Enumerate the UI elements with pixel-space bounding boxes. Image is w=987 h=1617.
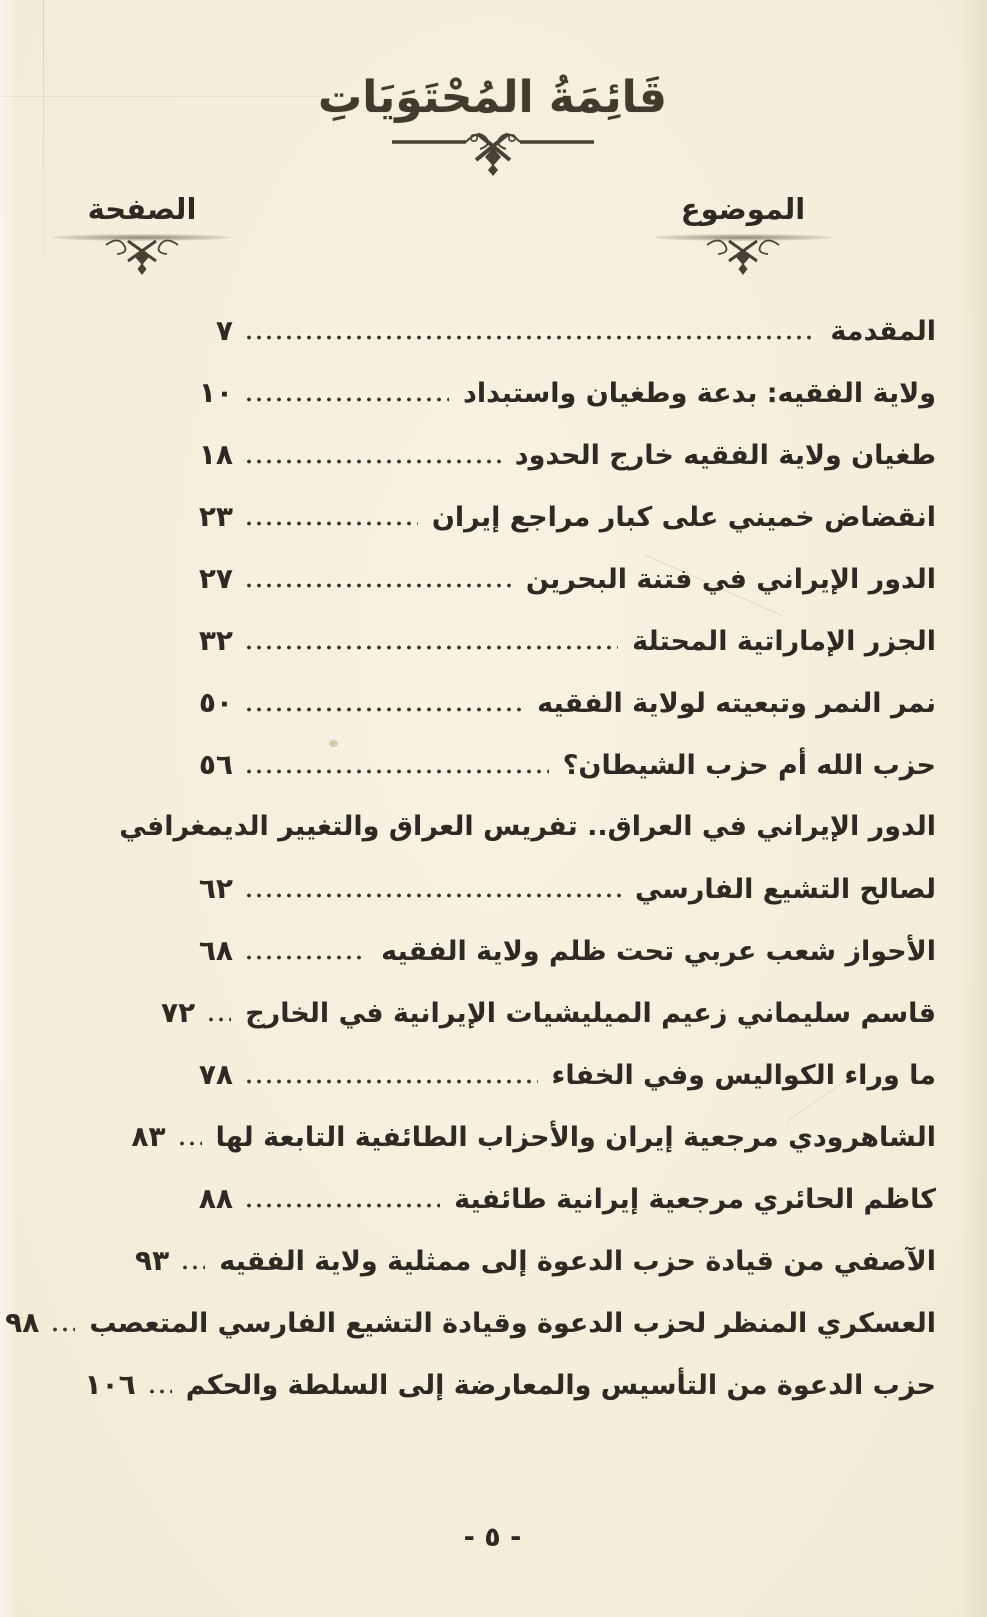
toc-entry-title: طغيان ولاية الفقيه خارج الحدود [515,440,937,471]
title-divider [0,128,987,180]
toc-entry-page-number: ٩٣ [136,1244,171,1277]
flourish-divider-icon [389,128,599,180]
contents-title: قَائِمَةُ المُحْتَوَيَاتِ [319,72,668,123]
subject-column-header [649,192,839,279]
dot-leader [246,893,622,898]
subject-header-label: الموضوع [681,192,807,226]
toc-entry-page-number: ٨٣ [132,1120,167,1153]
toc-entry-page-number: ٦٢ [199,872,234,905]
dot-leader [208,1017,232,1022]
toc-entry-row [166,858,937,920]
toc-entry-row [166,548,937,610]
toc-entry-title-line2: لصالح التشيع الفارسي [635,874,937,905]
toc-entry-row [166,672,937,734]
toc-entry-title: العسكري المنظر لحزب الدعوة وقيادة التشيع الفارسي المتعصب [90,1308,937,1339]
dot-leader [246,335,817,340]
toc-entry-row [136,1230,937,1292]
toc-entry-page-number: ١٠ [199,376,234,409]
dot-leader [246,1203,441,1208]
tassel-ornament-icon [101,237,185,279]
toc-entry-page-number: ٨٨ [199,1182,234,1215]
page-column-header [48,192,238,279]
toc-entry-page-number: ٩٨ [6,1306,41,1339]
toc-entry-page-number: ٢٣ [199,500,234,533]
dot-leader [52,1327,76,1332]
toc-entry-page-number: ٧ [216,314,234,347]
page-header-label: الصفحة [88,192,198,226]
toc-entry-title: حزب الله أم حزب الشيطان؟ [563,750,937,781]
tassel-ornament-icon [702,237,786,279]
toc-entry-row [162,982,937,1044]
toc-entry-row [166,424,937,486]
toc-entry-title: ولاية الفقيه: بدعة وطغيان واستبداد [463,378,937,409]
toc-entry-page-number: ٣٢ [199,624,234,657]
toc-entry-page-number: ٥٠ [199,686,234,719]
toc-entry-title: الدور الإيراني في فتنة البحرين [526,564,937,595]
toc-entry-title-line1: الدور الإيراني في العراق.. تفريس العراق والتغيير الديمغرافي [120,811,937,842]
toc-entry-title: الآصفي من قيادة حزب الدعوة إلى ممثلية ولاية الفقيه [220,1246,937,1277]
table-of-contents [6,300,937,1416]
toc-entry-row [166,1168,937,1230]
toc-entry-row [6,1292,937,1354]
toc-entry-row [166,486,937,548]
toc-entry-row [166,300,937,362]
toc-entry-title: قاسم سليماني زعيم الميليشيات الإيرانية في الخارج [246,998,937,1029]
dot-leader [246,769,550,774]
dot-leader [179,1141,203,1146]
dot-leader [149,1389,173,1394]
toc-entry-title: المقدمة [831,316,937,347]
toc-entry-row [166,734,937,796]
toc-entry-title: حزب الدعوة من التأسيس والمعارضة إلى السلطة والحكم [186,1370,937,1401]
dot-leader [246,397,450,402]
toc-entry-row [132,1106,937,1168]
toc-entry-title: كاظم الحائري مرجعية إيرانية طائفية [455,1184,937,1215]
toc-entry-title: انقضاض خميني على كبار مراجع إيران [432,502,937,533]
dot-leader [246,521,419,526]
dot-leader [246,645,619,650]
toc-entry-page-number: ٢٧ [199,562,234,595]
toc-entry-row [85,1354,937,1416]
toc-entry-page-number: ٧٨ [199,1058,234,1091]
toc-entry-row [166,610,937,672]
dot-leader [246,955,368,960]
toc-entry-row [166,920,937,982]
dot-leader [246,583,513,588]
toc-entry-page-number: ٧٢ [162,996,197,1029]
toc-entry-row [166,1044,937,1106]
toc-entry-title: الشاهرودي مرجعية إيران والأحزاب الطائفية التابعة لها [216,1122,937,1153]
toc-entry-title: نمر النمر وتبعيته لولاية الفقيه [538,688,937,719]
page-number-footer: - ٥ - [464,1522,523,1553]
dot-leader [246,459,502,464]
dot-leader [246,1079,539,1084]
toc-entry-title: ما وراء الكواليس وفي الخفاء [552,1060,937,1091]
toc-entry-page-number: ١٠٦ [85,1368,137,1401]
toc-entry-row [166,362,937,424]
dot-leader [246,707,524,712]
toc-entry-page-number: ٦٨ [199,934,234,967]
dot-leader [182,1265,206,1270]
toc-entry-page-number: ٥٦ [199,748,234,781]
column-headers [48,192,839,279]
toc-entry-page-number: ١٨ [199,438,234,471]
toc-entry-title: الجزر الإماراتية المحتلة [633,626,937,657]
toc-entry-title: الأحواز شعب عربي تحت ظلم ولاية الفقيه [382,936,937,967]
